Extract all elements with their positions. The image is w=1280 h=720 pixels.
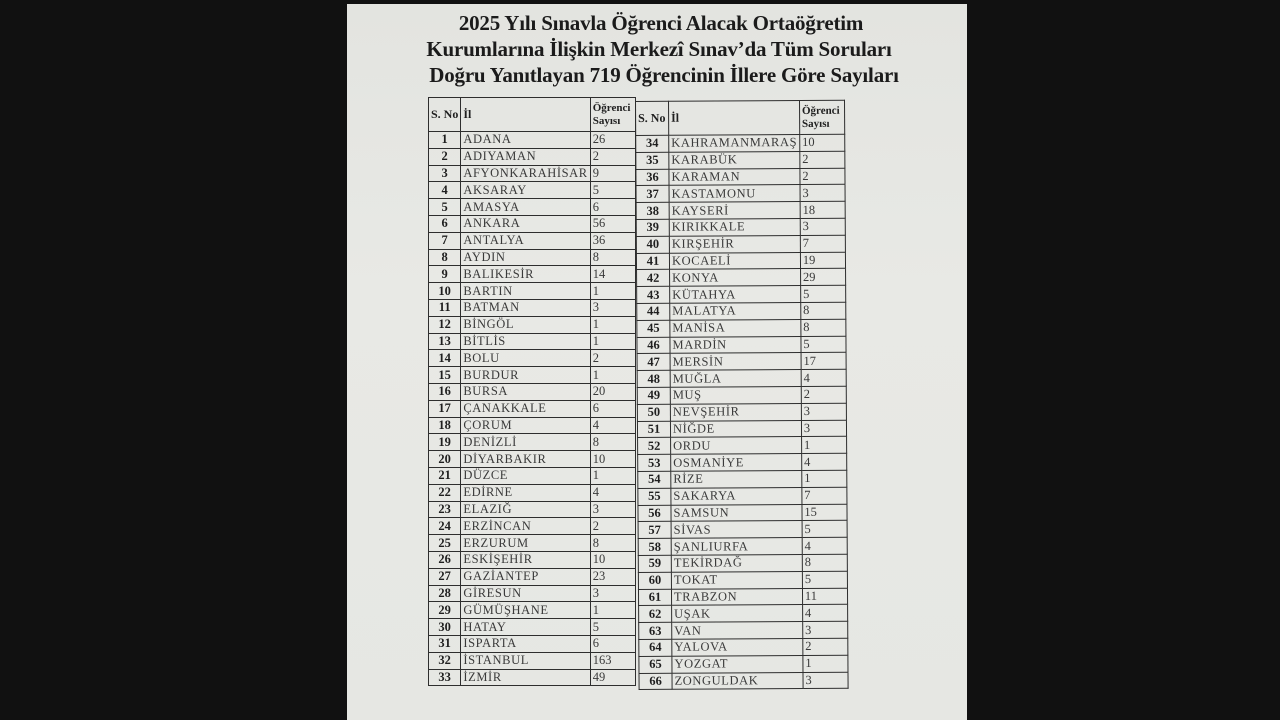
table-row	[638, 521, 847, 539]
row-number: 44	[637, 303, 670, 320]
province-name: BİNGÖL	[461, 316, 590, 333]
document-page	[347, 4, 967, 720]
student-count: 8	[802, 554, 847, 571]
table-row	[429, 316, 636, 333]
province-name: AMASYA	[461, 199, 590, 216]
row-number: 59	[638, 555, 671, 572]
student-count: 3	[800, 185, 845, 202]
province-name: ESKİŞEHİR	[461, 551, 590, 568]
student-count: 10	[590, 551, 635, 568]
province-name: ISPARTA	[461, 635, 590, 652]
table-row	[637, 353, 846, 371]
row-number: 2	[429, 148, 461, 165]
table-row	[639, 621, 848, 639]
row-number: 26	[429, 551, 461, 568]
student-count: 4	[802, 453, 847, 470]
province-name: AYDIN	[461, 249, 590, 266]
province-name: ŞANLIURFA	[671, 538, 802, 556]
row-number: 66	[639, 673, 672, 690]
row-number: 25	[429, 535, 461, 552]
province-name: DÜZCE	[461, 467, 590, 484]
province-name: KOCAELİ	[669, 252, 800, 270]
province-name: NEVŞEHİR	[670, 403, 801, 421]
table-row	[638, 437, 847, 455]
row-number: 30	[429, 619, 461, 636]
student-count: 4	[590, 417, 635, 434]
province-name: KONYA	[670, 269, 801, 287]
table-row	[636, 235, 845, 253]
table-row	[637, 420, 846, 438]
province-name: MALATYA	[670, 302, 801, 320]
student-count: 6	[590, 400, 635, 417]
table-row	[429, 451, 636, 468]
student-count: 18	[800, 201, 845, 218]
row-number: 43	[637, 286, 670, 303]
row-number: 54	[638, 471, 671, 488]
student-count: 1	[590, 367, 635, 384]
student-count: 5	[590, 182, 635, 199]
row-number: 52	[638, 438, 671, 455]
province-name: BİTLİS	[461, 333, 590, 350]
student-count: 3	[801, 403, 846, 420]
header-count	[799, 100, 844, 134]
student-count: 2	[800, 151, 845, 168]
student-count: 3	[801, 420, 846, 437]
table-row	[429, 568, 636, 585]
row-number: 11	[429, 299, 461, 316]
province-name: ELAZIĞ	[461, 501, 590, 518]
table-row	[639, 655, 848, 673]
header-province: İl	[669, 100, 800, 135]
student-count: 36	[590, 232, 635, 249]
table-row	[636, 151, 845, 169]
table-row	[637, 386, 846, 404]
student-count: 10	[800, 134, 845, 151]
table-row	[429, 367, 636, 384]
province-name: GAZİANTEP	[461, 568, 590, 585]
province-name: SİVAS	[671, 521, 802, 539]
table-row	[637, 336, 846, 354]
student-count: 23	[590, 568, 635, 585]
table-row	[636, 185, 845, 203]
province-name: SAMSUN	[671, 504, 802, 522]
student-count: 3	[590, 299, 635, 316]
province-name: ÇORUM	[461, 417, 590, 434]
table-row	[429, 266, 636, 283]
header-province: İl	[461, 98, 590, 132]
province-name: KÜTAHYA	[670, 286, 801, 304]
table-row	[429, 182, 636, 199]
province-name: VAN	[672, 622, 803, 640]
student-count: 10	[590, 451, 635, 468]
row-number: 29	[429, 602, 461, 619]
province-name: DİYARBAKIR	[461, 451, 590, 468]
student-count: 11	[802, 588, 847, 605]
province-name: BURSA	[461, 383, 590, 400]
table-row	[638, 453, 847, 471]
row-number: 40	[636, 236, 669, 253]
table-row	[636, 218, 845, 236]
province-name: EDİRNE	[461, 484, 590, 501]
row-number: 46	[637, 337, 670, 354]
row-number: 39	[636, 219, 669, 236]
province-name: MERSİN	[670, 353, 801, 371]
header-count-line1: Öğrenci	[801, 104, 840, 117]
row-number: 42	[637, 270, 670, 287]
row-number: 65	[639, 656, 672, 673]
row-number: 14	[429, 350, 461, 367]
student-count: 1	[590, 467, 635, 484]
student-count: 8	[590, 535, 635, 552]
province-name: HATAY	[461, 619, 590, 636]
row-number: 28	[429, 585, 461, 602]
province-name: AFYONKARAHİSAR	[461, 165, 590, 182]
table-row	[429, 467, 636, 484]
table-row	[429, 602, 636, 619]
student-count: 3	[803, 672, 848, 689]
province-name: KARAMAN	[669, 168, 800, 186]
table-row	[429, 669, 636, 686]
province-name: NİĞDE	[670, 420, 801, 438]
row-number: 62	[639, 606, 672, 623]
row-number: 49	[637, 387, 670, 404]
title-line-1: 2025 Yılı Sınavla Öğrenci Alacak Ortaöğretim	[458, 11, 864, 35]
student-count: 9	[590, 165, 635, 182]
table-row	[429, 585, 636, 602]
row-number: 22	[429, 484, 461, 501]
row-number: 1	[429, 132, 461, 149]
table-row	[429, 635, 636, 652]
student-count: 5	[802, 521, 847, 538]
row-number: 32	[429, 652, 461, 669]
table-row	[636, 134, 845, 152]
province-table-right	[635, 100, 848, 691]
student-count: 6	[590, 199, 635, 216]
row-number: 61	[638, 589, 671, 606]
student-count: 20	[590, 383, 635, 400]
row-number: 23	[429, 501, 461, 518]
table-row	[638, 571, 847, 589]
row-number: 41	[636, 253, 669, 270]
student-count: 1	[590, 333, 635, 350]
header-no: S. No	[429, 98, 461, 132]
province-name: MARDİN	[670, 336, 801, 354]
table-row	[429, 518, 636, 535]
student-count: 6	[590, 635, 635, 652]
province-name: ADANA	[461, 132, 590, 149]
table-row	[429, 165, 636, 182]
province-name: ANTALYA	[461, 232, 590, 249]
student-count: 5	[801, 285, 846, 302]
province-name: ANKARA	[461, 215, 590, 232]
table-row	[429, 333, 636, 350]
row-number: 16	[429, 383, 461, 400]
student-count: 3	[590, 501, 635, 518]
province-name: ÇANAKKALE	[461, 400, 590, 417]
row-number: 50	[637, 404, 670, 421]
table-header-row	[429, 98, 636, 132]
table-row	[638, 470, 847, 488]
table-row	[639, 672, 848, 690]
row-number: 56	[638, 505, 671, 522]
province-name: KIRŞEHİR	[669, 235, 800, 253]
header-count-line1: Öğrenci	[592, 101, 631, 114]
left-table-body	[429, 132, 636, 686]
row-number: 18	[429, 417, 461, 434]
student-count: 5	[590, 619, 635, 636]
row-number: 13	[429, 333, 461, 350]
student-count: 1	[802, 470, 847, 487]
table-row	[429, 199, 636, 216]
table-row	[637, 319, 846, 337]
title-line-2: Kurumlarına İlişkin Merkezî Sınav’da Tüm Soruları	[426, 37, 892, 61]
student-count: 4	[802, 605, 847, 622]
province-name: ERZURUM	[461, 535, 590, 552]
right-table-body	[636, 134, 848, 690]
student-count: 7	[802, 487, 847, 504]
student-count: 3	[800, 218, 845, 235]
student-count: 8	[801, 302, 846, 319]
row-number: 33	[429, 669, 461, 686]
table-row	[429, 283, 636, 300]
row-number: 4	[429, 182, 461, 199]
table-row	[637, 369, 846, 387]
province-name: KARABÜK	[669, 151, 800, 169]
student-count: 14	[590, 266, 635, 283]
student-count: 5	[802, 571, 847, 588]
province-name: GÜMÜŞHANE	[461, 602, 590, 619]
table-row	[636, 168, 845, 186]
row-number: 24	[429, 518, 461, 535]
province-name: ERZİNCAN	[461, 518, 590, 535]
table-row	[638, 554, 847, 572]
province-name: ORDU	[671, 437, 802, 455]
table-row	[429, 619, 636, 636]
row-number: 37	[636, 186, 669, 203]
row-number: 51	[637, 421, 670, 438]
student-count: 26	[590, 132, 635, 149]
table-header-row	[636, 100, 845, 135]
table-row	[429, 383, 636, 400]
table-row	[429, 417, 636, 434]
province-name: OSMANİYE	[671, 454, 802, 472]
table-row	[429, 535, 636, 552]
row-number: 17	[429, 400, 461, 417]
table-row	[429, 652, 636, 669]
table-row	[429, 434, 636, 451]
province-name: ADIYAMAN	[461, 148, 590, 165]
row-number: 10	[429, 283, 461, 300]
student-count: 8	[590, 249, 635, 266]
province-name: BATMAN	[461, 299, 590, 316]
student-count: 1	[803, 655, 848, 672]
student-count: 19	[800, 252, 845, 269]
student-count: 15	[802, 504, 847, 521]
table-row	[429, 249, 636, 266]
student-count: 2	[590, 350, 635, 367]
student-count: 2	[590, 518, 635, 535]
row-number: 64	[639, 639, 672, 656]
student-count: 2	[590, 148, 635, 165]
table-row	[637, 285, 846, 303]
row-number: 31	[429, 635, 461, 652]
student-count: 2	[801, 386, 846, 403]
row-number: 8	[429, 249, 461, 266]
table-row	[636, 252, 845, 270]
row-number: 15	[429, 367, 461, 384]
row-number: 3	[429, 165, 461, 182]
province-name: MUŞ	[670, 386, 801, 404]
province-name: TEKİRDAĞ	[671, 554, 802, 572]
table-row	[639, 638, 848, 656]
student-count: 1	[590, 283, 635, 300]
student-count: 3	[590, 585, 635, 602]
student-count: 1	[590, 602, 635, 619]
student-count: 163	[590, 652, 635, 669]
row-number: 45	[637, 320, 670, 337]
row-number: 47	[637, 354, 670, 371]
province-name: BARTIN	[461, 283, 590, 300]
province-name: MUĞLA	[670, 370, 801, 388]
student-count: 29	[800, 269, 845, 286]
row-number: 9	[429, 266, 461, 283]
province-name: MANİSA	[670, 319, 801, 337]
province-name: YOZGAT	[672, 655, 803, 673]
document-title	[347, 10, 967, 88]
student-count: 56	[590, 215, 635, 232]
row-number: 48	[637, 370, 670, 387]
table-row	[637, 269, 846, 287]
table-row	[429, 484, 636, 501]
province-name: GİRESUN	[461, 585, 590, 602]
province-name: DENİZLİ	[461, 434, 590, 451]
header-count-line2: Sayısı	[592, 114, 621, 127]
header-count-line2: Sayısı	[801, 117, 830, 130]
province-name: KASTAMONU	[669, 185, 800, 203]
province-name: BALIKESİR	[461, 266, 590, 283]
table-row	[429, 501, 636, 518]
table-row	[429, 551, 636, 568]
student-count: 4	[801, 369, 846, 386]
row-number: 63	[639, 622, 672, 639]
row-number: 6	[429, 215, 461, 232]
table-row	[429, 400, 636, 417]
title-line-3: Doğru Yanıtlayan 719 Öğrencinin İllere Göre Sayıları	[429, 63, 899, 87]
row-number: 58	[638, 538, 671, 555]
row-number: 57	[638, 522, 671, 539]
province-name: KAHRAMANMARAŞ	[669, 134, 800, 152]
province-name: BOLU	[461, 350, 590, 367]
table-row	[429, 232, 636, 249]
row-number: 36	[636, 169, 669, 186]
table-row	[429, 148, 636, 165]
table-row	[638, 487, 847, 505]
table-row	[429, 132, 636, 149]
student-count: 4	[590, 484, 635, 501]
table-row	[637, 302, 846, 320]
province-table-left	[428, 97, 636, 686]
student-count: 5	[801, 336, 846, 353]
student-count: 49	[590, 669, 635, 686]
province-name: KAYSERİ	[669, 202, 800, 220]
table-row	[429, 299, 636, 316]
row-number: 35	[636, 152, 669, 169]
student-count: 2	[800, 168, 845, 185]
table-row	[429, 350, 636, 367]
province-name: ZONGULDAK	[672, 672, 803, 690]
province-name: KIRIKKALE	[669, 218, 800, 236]
row-number: 20	[429, 451, 461, 468]
province-name: YALOVA	[672, 638, 803, 656]
student-count: 8	[801, 319, 846, 336]
province-name: SAKARYA	[671, 487, 802, 505]
row-number: 53	[638, 454, 671, 471]
row-number: 55	[638, 488, 671, 505]
row-number: 12	[429, 316, 461, 333]
table-row	[429, 215, 636, 232]
province-name: TRABZON	[671, 588, 802, 606]
student-count: 4	[802, 537, 847, 554]
province-name: TOKAT	[671, 571, 802, 589]
row-number: 34	[636, 135, 669, 152]
table-row	[638, 504, 847, 522]
student-count: 3	[803, 621, 848, 638]
table-row	[638, 537, 847, 555]
student-count: 2	[803, 638, 848, 655]
student-count: 8	[590, 434, 635, 451]
province-name: İZMİR	[461, 669, 590, 686]
table-row	[637, 403, 846, 421]
province-name: RİZE	[671, 470, 802, 488]
row-number: 5	[429, 199, 461, 216]
row-number: 21	[429, 467, 461, 484]
student-count: 7	[800, 235, 845, 252]
table-row	[636, 201, 845, 219]
province-name: BURDUR	[461, 367, 590, 384]
province-name: UŞAK	[672, 605, 803, 623]
row-number: 7	[429, 232, 461, 249]
row-number: 38	[636, 202, 669, 219]
row-number: 27	[429, 568, 461, 585]
row-number: 60	[638, 572, 671, 589]
student-count: 1	[801, 437, 846, 454]
table-row	[639, 605, 848, 623]
province-name: AKSARAY	[461, 182, 590, 199]
header-no: S. No	[636, 101, 669, 135]
province-name: İSTANBUL	[461, 652, 590, 669]
student-count: 17	[801, 353, 846, 370]
row-number: 19	[429, 434, 461, 451]
table-row	[638, 588, 847, 606]
student-count: 1	[590, 316, 635, 333]
header-count	[590, 98, 635, 132]
